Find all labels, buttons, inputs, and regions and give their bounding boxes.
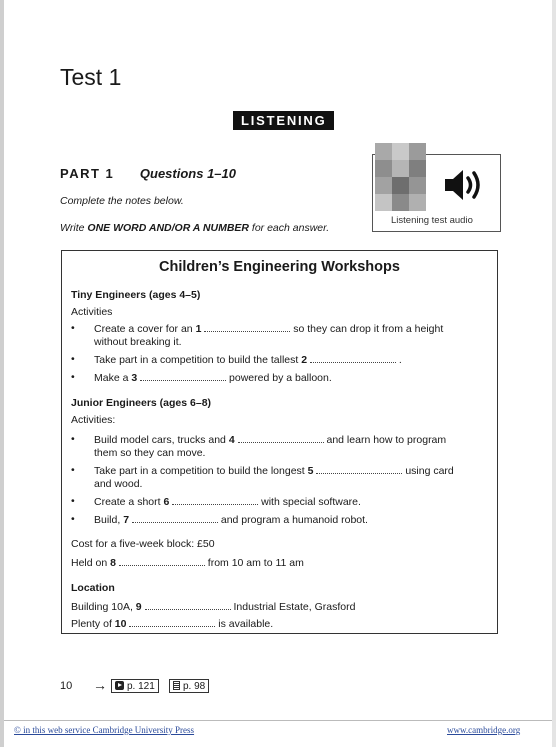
- footer-divider: [4, 720, 552, 721]
- list-item: Make a 3 powered by a balloon.: [94, 372, 332, 384]
- page-left-edge: [0, 0, 4, 747]
- held-line: Held on 8 from 10 am to 11 am: [71, 557, 304, 569]
- page-title: Test 1: [60, 64, 122, 90]
- list-item: Create a cover for an 1 so they can drop it from a height without breaking it.: [94, 323, 444, 348]
- activities-label: Activities: [71, 306, 113, 318]
- instruction-complete: Complete the notes below.: [60, 195, 184, 207]
- answer-blank-6[interactable]: [172, 495, 258, 505]
- website-link[interactable]: www.cambridge.org: [447, 725, 521, 735]
- transcript-ref-button[interactable]: p. 98: [169, 679, 209, 693]
- document-icon: [173, 681, 180, 690]
- bullet: •: [71, 322, 75, 334]
- bullet: •: [71, 353, 75, 365]
- list-item: Build, 7 and program a humanoid robot.: [94, 514, 368, 526]
- instruction-write: Write ONE WORD AND/OR A NUMBER for each answer.: [60, 222, 330, 234]
- answer-blank-9[interactable]: [145, 600, 231, 610]
- play-icon: [115, 681, 124, 690]
- answer-blank-5[interactable]: [316, 464, 402, 474]
- qr-code-icon: [375, 143, 427, 223]
- list-item: Take part in a competition to build the tallest 2 .: [94, 354, 402, 366]
- answer-key-ref-button[interactable]: p. 121: [111, 679, 159, 693]
- building-line: Building 10A, 9 Industrial Estate, Grasford: [71, 601, 356, 613]
- part-heading: [60, 166, 236, 181]
- questions-range: Questions 1–10: [139, 166, 236, 181]
- audio-label: Listening test audio: [391, 215, 473, 226]
- list-item: Take part in a competition to build the longest 5 using card and wood.: [94, 465, 454, 490]
- cost-line: Cost for a five-week block: £50: [71, 538, 215, 550]
- answer-blank-10[interactable]: [129, 617, 215, 627]
- answer-blank-1[interactable]: [204, 322, 290, 332]
- list-item: Create a short 6 with special software.: [94, 496, 361, 508]
- page-right-edge: [552, 0, 556, 747]
- speaker-icon[interactable]: [443, 165, 487, 205]
- answer-blank-3[interactable]: [140, 371, 226, 381]
- notes-box: [61, 250, 498, 634]
- bullet: •: [71, 433, 75, 445]
- answer-blank-2[interactable]: [310, 353, 396, 363]
- page-number: 10: [60, 680, 73, 692]
- answer-blank-4[interactable]: [238, 433, 324, 443]
- answer-blank-7[interactable]: [132, 513, 218, 523]
- copyright-link[interactable]: © in this web service Cambridge University Press: [14, 725, 195, 735]
- activities-label: Activities:: [71, 414, 116, 426]
- list-item: Build model cars, trucks and 4 and learn how to program them so they can move.: [94, 434, 447, 459]
- bullet: •: [71, 371, 75, 383]
- audio-player-card[interactable]: [372, 154, 501, 232]
- section-banner: LISTENING: [233, 111, 334, 130]
- answer-blank-8[interactable]: [119, 556, 205, 566]
- part-label: PART 1: [60, 166, 115, 181]
- bullet: •: [71, 495, 75, 507]
- tiny-engineers-heading: Tiny Engineers (ages 4–5): [71, 289, 201, 301]
- notes-title: Children’s Engineering Workshops: [159, 259, 400, 275]
- bullet: •: [71, 464, 75, 476]
- junior-engineers-heading: Junior Engineers (ages 6–8): [71, 397, 212, 409]
- location-heading: Location: [71, 582, 115, 594]
- arrow-icon: →: [93, 677, 107, 693]
- plenty-line: Plenty of 10 is available.: [71, 618, 274, 630]
- bullet: •: [71, 513, 75, 525]
